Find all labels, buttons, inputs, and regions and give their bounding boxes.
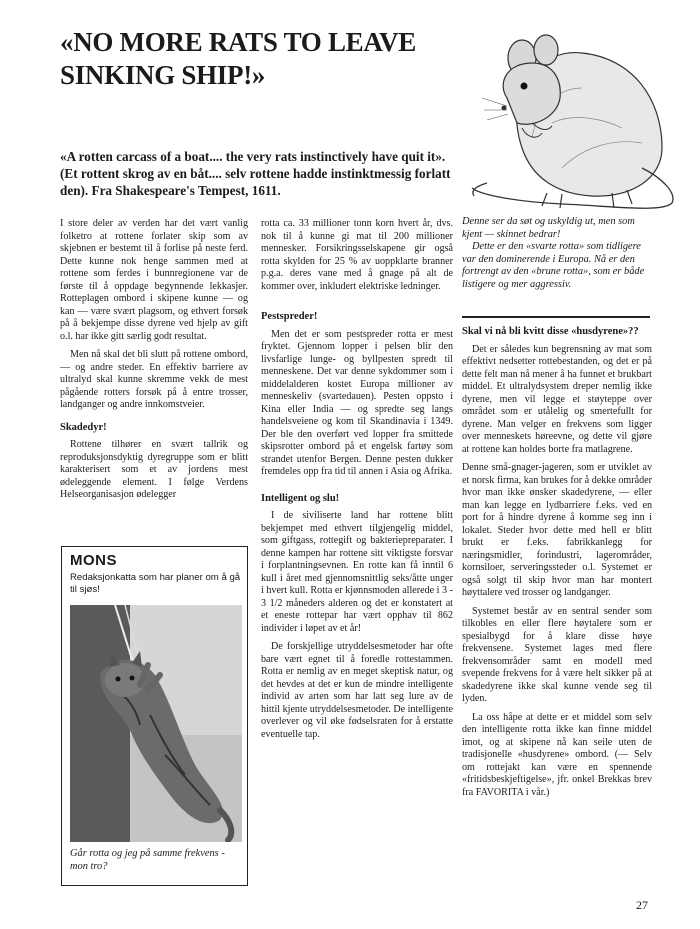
paragraph: Men det er som pestspreder rotta er mest fryktet. Gjennom lopper i pelsen blir den livsfarlige lunge- og byllpesten spredt til menneskene. Det var denne sykdommer som i middelalderen kostet Europa millioner av menneskeliv (svartedauen). Pesten oppsto i Kina eller India — og spredte seg langs handelsveiene og kom til Skandinavia i 1349. Der ble den overført ved lopper fra smittede skipsrotter ombord på et engelsk fartøy som strandet utenfor Bergen. Denne pesten dukker fremdeles opp fra tid til annen i Asia og Afrika. (261, 328, 453, 477)
page-number: 27 (636, 898, 648, 912)
rat-caption-line-2: Dette er den «svarte rotta» som tidligere var den dominerende i Europa. Nå er den fortrengt av den «brune rotta», som er både listigere og mer aggressiv. (462, 241, 645, 290)
paragraph: I store deler av verden har det vært vanlig folketro at rottene forlater skip som av skjebnen er bestemt til å forlise på neste ferd. Dette kunne nok henge sammen med at rottene som ferdes i bunnregionene var de første til å oppdage begynnende lekkasjer. Rotteplagen ombord i skipene kunne — og kan — være svært plagsom, og ethvert forsøk på å bekjempe disse dyrene ved hjelp av gift o.l. har ikke gitt særlig godt resultat. (60, 218, 248, 342)
paragraph: rotta ca. 33 millioner tonn korn hvert år, dvs. nok til å kunne gi mat til 200 millioner mennesker. Forsikringsselskapene gir også rotta skylden for 25 % av uoppklarte branner p.g.a. deres vane med å gnage på alt de kommer over, inkludert elektriske ledninger. (261, 218, 453, 292)
rat-caption (462, 216, 652, 291)
intro-quote: «A rotten carcass of a boat.... the very rats instinctively have quit it». (Et rottent skrog av en båt.... selv rottene hadde instinktmessig forlatt den). Fra Shakespeare's Tempest, 1611. (60, 149, 451, 198)
rat-caption-line-1: Denne ser da søt og uskyldig ut, men som kjent — skinnet bedrar! (462, 216, 635, 240)
divider (462, 316, 650, 318)
paragraph: Men nå skal det bli slutt på rottene ombord, — og andre steder. En effektiv barriere av ultralyd skal kunne skremme vekk de mest pågående rotters forsøk på å entre trosser, landganger og andre innkomstveier. (60, 349, 248, 410)
rat-illustration (462, 28, 692, 213)
paragraph: Systemet består av en sentral sender som tilkobles en eller flere høytalere som er spesialbygd for å klare disse høye frekvensene. Systemet lages med flere frekvensområder samt en modell med svepende frekvens for å være helt sikker på at skadedyrene ikke skal kunne vende seg til lyden. (462, 605, 652, 704)
paragraph: I de siviliserte land har rottene blitt bekjempet med ethvert tilgjengelig middel, som giftgass, rottegift og bakteriepreparater. I denne kampen har rottene sitt viktigste forsvar i forplantningsevnen. En rotte kan få inntil 6 kull i året med gjennomsnittlig seks/åtte unger i hvert kull. Rotta er kjønnsmoden allerede i 3 - 3 1/2 måneders alderen og det er konstatert at et eneste rottepar har vært opphav til 862 individer i løpet av et år! (261, 510, 453, 634)
column-1 (60, 218, 248, 508)
cat-caption: Går rotta og jeg på samme frekvens - mon tro? (70, 848, 225, 872)
paragraph: Det er således kun begrensning av mat som effektivt nedsetter rottebestanden, og det er på dette felt man nå mener å ha funnet et brukbart middel. Et ultralydsystem dreper nemlig ikke dyrene, men vil legge et støyteppe over området som er utålelig og smertefullt for dyrene. Man velger en frekvens som ligger over menneskets høreevne, og dette vil gjøre at rottene kan holdes borte fra matlagrene. (462, 343, 652, 455)
paragraph: De forskjellige utryddelsesmetoder har ofte bare vært egnet til å foredle rottestammen. Rotta er nemlig av en meget skeptisk natur, og det hevdes at det er kun de mindre intelligente individ av arten som har latt seg lure av de hittil kjente utryddelsesmetoder. De intelligente overlever og vil øke fødselsraten for å erstatte eventuelle tap. (261, 641, 454, 740)
mons-text: Redaksjonkatta som har planer om å gå til sjøs! (70, 572, 241, 595)
subheading-skadedyr: Skadedyr! (60, 421, 107, 433)
mons-title: MONS (70, 552, 117, 569)
column-3 (462, 326, 652, 805)
subheading-pestspreder: Pestspreder! (261, 311, 318, 322)
cat-photo (70, 605, 242, 842)
paragraph: Rottene tilhører en svært tallrik og reproduksjonsdyktig dyregruppe som er blitt karakterisert som et av jordens mest ødeleggende element. I følge Verdens Helseorganisasjon ødelegger (60, 439, 248, 500)
paragraph: Denne små-gnager-jageren, som er utviklet av et norsk firma, kan brukes for å dekke områder hvor man ikke ønsker skadedyrene, — eller man kan legge en lydbarriere f.eks. ved en port for å hindre dyrene å komme seg inn i lokalet. Steder hvor dette med hell er blitt brukt er f.eks. fabrikkanlegg for næringsmidler, forindustri, lagerområder, kornsiloer, serveringssteder o.l. Systemet er også solgt til skip hvor man har montert høyttalere ved trosser og landganger. (462, 462, 652, 598)
paragraph: La oss håpe at dette er et middel som selv den intelligente rotta ikke kan finne middel imot, og at skipene nå kan seile uten de tradisjonelle «husdyrene» ombord. (— Selv om rottejakt kan være en spennende «fritidsbeskjeftigelse», jfr. onkel Brekkas brev fra FAVORITA i vår.) (462, 711, 652, 798)
article-title: «NO MORE RATS TO LEAVE SINKING SHIP!» (60, 27, 416, 90)
subheading-intelligent: Intelligent og slu! (261, 492, 340, 504)
subheading-kvitt: Skal vi nå bli kvitt disse «husdyrene»?? (462, 326, 639, 337)
column-2 (261, 218, 453, 747)
